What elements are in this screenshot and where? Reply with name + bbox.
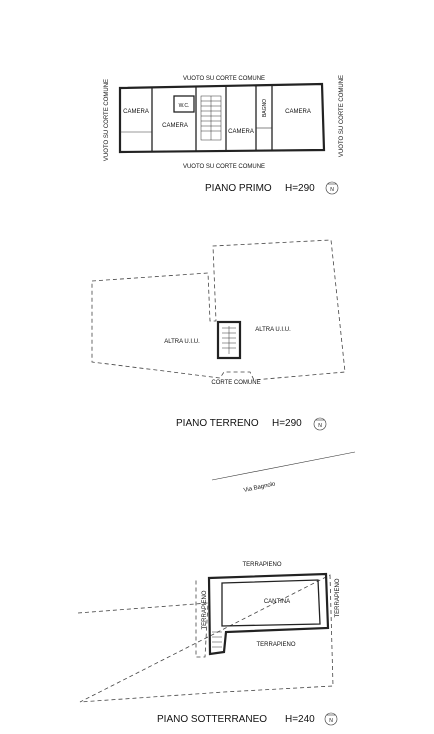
sotterraneo-height: H=240 [285, 714, 315, 725]
primo-top-label: VUOTO SU CORTE COMUNE [182, 76, 266, 82]
sotterraneo-terrapieno-right: TERRAPIENO [335, 578, 341, 618]
terreno-height: H=290 [272, 418, 302, 429]
terreno-corte: CORTE COMUNE [211, 380, 261, 386]
svg-text:N: N [329, 718, 333, 724]
svg-text:N: N [318, 423, 322, 429]
primo-bottom-label: VUOTO SU CORTE COMUNE [182, 164, 266, 170]
terreno-stair-icon [222, 326, 236, 354]
primo-stair-icon [201, 96, 221, 140]
primo-room-camera-1: CAMERA [123, 109, 149, 115]
piano-primo-plan [104, 75, 345, 194]
terreno-altra-right: ALTRA U.I.U. [255, 327, 291, 333]
sotterraneo-cantina: CANTINA [263, 599, 291, 605]
north-arrow-icon [314, 418, 326, 430]
primo-outer-wall [120, 84, 324, 152]
sotterraneo-terrapieno-left: TERRAPIENO [202, 590, 208, 630]
sotterraneo-title: PIANO SOTTERRANEO [157, 714, 268, 725]
street-via-bagnolo [212, 452, 355, 494]
north-arrow-icon [325, 713, 337, 725]
primo-room-camera-3: CAMERA [228, 129, 254, 135]
sotterraneo-terrapieno-top: TERRAPIENO [242, 562, 282, 568]
primo-room-wc: W.C. [178, 103, 190, 109]
primo-room-camera-2: CAMERA [162, 123, 188, 129]
primo-height: H=290 [285, 183, 315, 194]
primo-left-label: VUOTO SU CORTE COMUNE [104, 78, 110, 162]
primo-right-label: VUOTO SU CORTE COMUNE [339, 74, 345, 158]
primo-room-bagno: BAGNO [262, 98, 268, 118]
terreno-altra-left: ALTRA U.I.U. [164, 339, 200, 345]
piano-terreno-plan [92, 240, 345, 430]
piano-sotterraneo-plan [78, 562, 341, 725]
sotterraneo-terrapieno-bottom: TERRAPIENO [256, 642, 296, 648]
primo-room-camera-4: CAMERA [285, 109, 311, 115]
north-arrow-icon [326, 182, 338, 194]
primo-title: PIANO PRIMO [205, 183, 272, 194]
terreno-title: PIANO TERRENO [176, 418, 259, 429]
svg-text:N: N [330, 187, 334, 193]
street-label: Via Bagnolo [243, 481, 276, 494]
